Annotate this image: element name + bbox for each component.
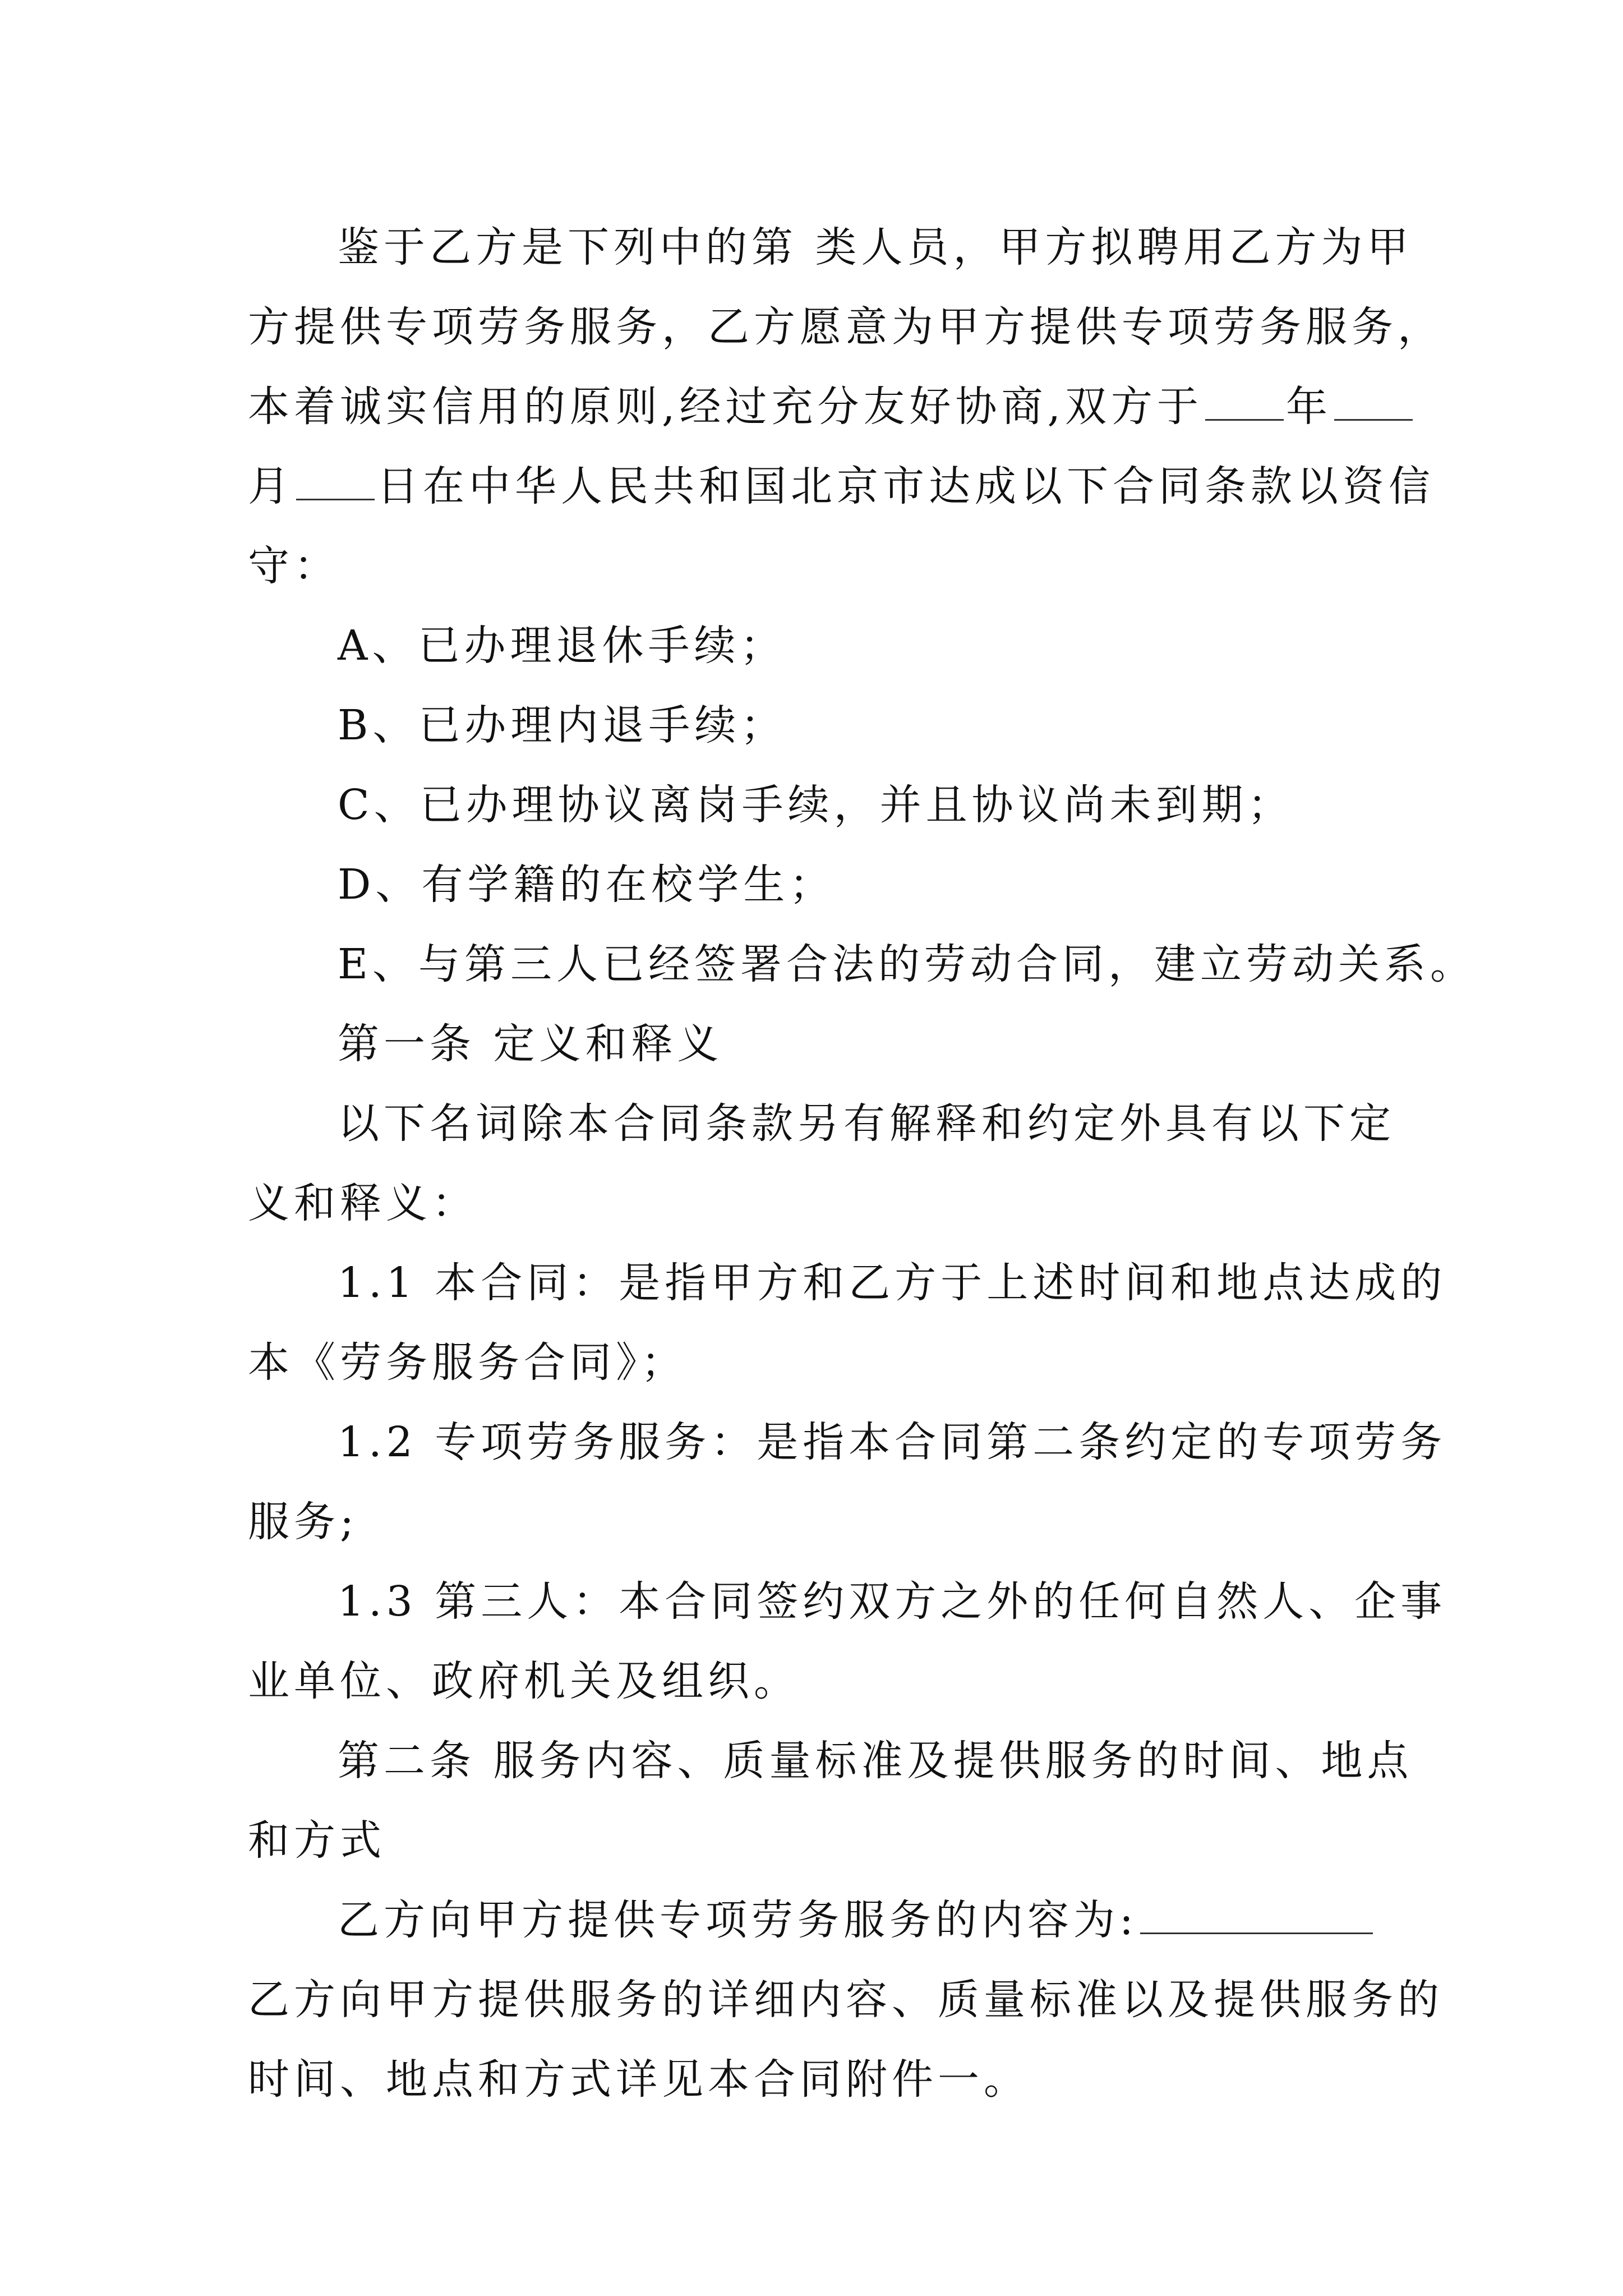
article-2-content-line-1 bbox=[248, 1880, 1375, 1960]
article-2-content-text-1: 乙方向甲方提供专项劳务服务的内容为: bbox=[338, 1896, 1138, 1944]
clause-1-3-text-2: 业单位、政府机关及组织。 bbox=[248, 1657, 800, 1705]
option-d bbox=[248, 845, 1375, 924]
clause-1-3-line-1 bbox=[248, 1562, 1447, 1641]
option-d-text: D、有学籍的在校学生； bbox=[338, 861, 836, 909]
clause-1-1-line-2 bbox=[248, 1323, 1375, 1402]
intro-text-3b: 年 bbox=[1286, 383, 1332, 431]
article-2-heading-text-1: 第二条 服务内容、质量标准及提供服务的时间、地点 bbox=[338, 1737, 1413, 1785]
option-c-text: C、已办理协议离岗手续，并且协议尚未到期； bbox=[338, 781, 1294, 829]
intro-text-4b: 日在中华人民共和国北京市达成以下合同条款以资信 bbox=[377, 462, 1435, 510]
article-1-intro-line-1 bbox=[248, 1084, 1395, 1163]
clause-1-3-text-1: 1.3 第三人：本合同签约双方之外的任何自然人、企事 bbox=[338, 1577, 1447, 1626]
clause-1-2-text-2: 服务; bbox=[248, 1498, 358, 1546]
clause-1-1-text-1: 1.1 本合同：是指甲方和乙方于上述时间和地点达成的 bbox=[338, 1259, 1447, 1307]
option-b-text: B、已办理内退手续； bbox=[338, 701, 787, 749]
intro-line-2 bbox=[248, 287, 1444, 367]
option-e bbox=[248, 924, 1477, 1004]
article-1-intro-text-1: 以下名词除本合同条款另有解释和约定外具有以下定 bbox=[338, 1099, 1395, 1148]
clause-1-1-text-2: 本《劳务服务合同》； bbox=[248, 1338, 687, 1387]
intro-text-3a: 本着诚实信用的原则,经过充分友好协商,双方于 bbox=[248, 383, 1204, 431]
article-2-content-text-2: 乙方向甲方提供服务的详细内容、质量标准以及提供服务的 bbox=[248, 1976, 1444, 2024]
clause-1-2-line-2 bbox=[248, 1482, 1375, 1562]
article-1-heading-text: 第一条 定义和释义 bbox=[338, 1020, 723, 1068]
clause-1-2-text-1: 1.2 专项劳务服务：是指本合同第二条约定的专项劳务 bbox=[338, 1418, 1447, 1466]
article-2-content-text-3: 时间、地点和方式详见本合同附件一。 bbox=[248, 2055, 1030, 2104]
month-blank bbox=[1334, 380, 1413, 421]
clause-1-2-line-1 bbox=[248, 1402, 1447, 1482]
intro-text-4a: 月 bbox=[248, 462, 294, 510]
option-c bbox=[248, 765, 1375, 845]
article-1-intro-text-2: 义和释义： bbox=[248, 1179, 478, 1227]
article-2-heading-line-2 bbox=[248, 1801, 1375, 1880]
article-2-content-line-3 bbox=[248, 2040, 1375, 2119]
clause-1-3-line-2 bbox=[248, 1641, 1375, 1721]
option-e-text: E、与第三人已经签署合法的劳动合同，建立劳动关系。 bbox=[338, 940, 1477, 988]
option-b bbox=[248, 685, 1375, 765]
intro-line-5 bbox=[248, 526, 1375, 606]
intro-text-5: 守： bbox=[248, 542, 340, 590]
intro-text-1: 鉴于乙方是下列中的第 类人员，甲方拟聘用乙方为甲 bbox=[338, 223, 1413, 272]
service-content-blank bbox=[1140, 1893, 1373, 1934]
contract-page bbox=[248, 208, 1477, 2119]
intro-text-2: 方提供专项劳务服务，乙方愿意为甲方提供专项劳务服务， bbox=[248, 303, 1444, 351]
article-1-heading bbox=[248, 1004, 1375, 1084]
article-1-intro-line-2 bbox=[248, 1163, 1375, 1243]
intro-line-3 bbox=[248, 367, 1375, 447]
option-a bbox=[248, 606, 1375, 685]
option-a-text: A、已办理退休手续； bbox=[338, 622, 786, 670]
article-2-heading-line-1 bbox=[248, 1721, 1413, 1801]
day-blank bbox=[296, 459, 375, 500]
year-blank bbox=[1205, 380, 1284, 421]
article-2-heading-text-2: 和方式 bbox=[248, 1816, 386, 1865]
article-2-content-line-2 bbox=[248, 1960, 1444, 2040]
clause-1-1-line-1 bbox=[248, 1243, 1447, 1323]
intro-line-4 bbox=[248, 447, 1435, 526]
intro-line-1 bbox=[248, 208, 1413, 287]
